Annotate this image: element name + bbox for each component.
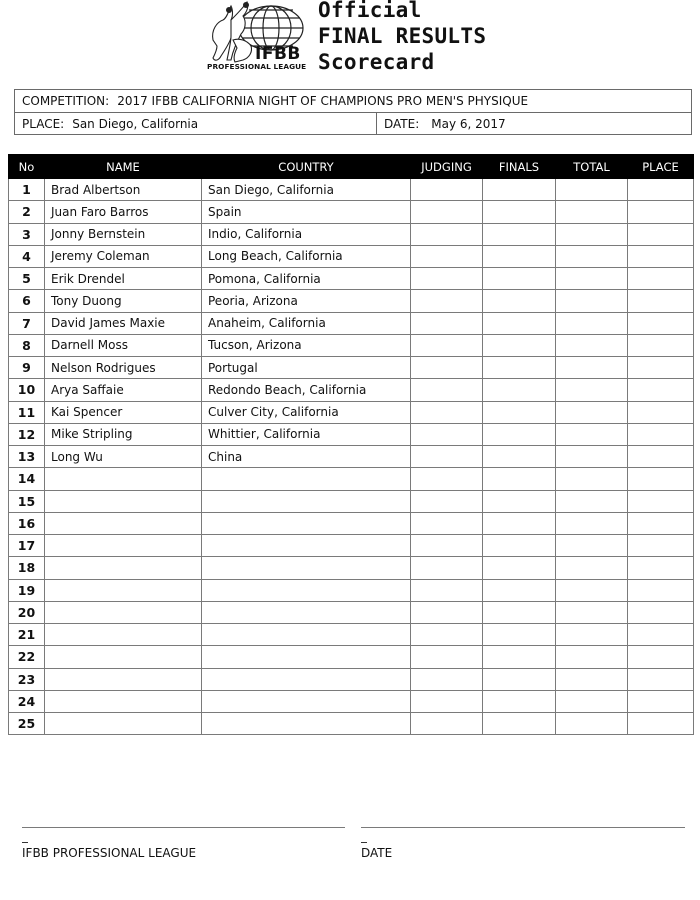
- athlete-name: Brad Albertson: [45, 179, 202, 201]
- place-cell[interactable]: [628, 245, 694, 267]
- judging-score-cell[interactable]: [411, 713, 483, 735]
- total-score-cell[interactable]: [556, 557, 628, 579]
- row-number: 7: [9, 312, 45, 334]
- place-cell[interactable]: [628, 624, 694, 646]
- table-row: [9, 223, 694, 245]
- finals-score-cell[interactable]: [483, 290, 556, 312]
- signature-label-league: IFBB PROFESSIONAL LEAGUE: [22, 846, 197, 860]
- row-number: 16: [9, 512, 45, 534]
- table-header-row: [9, 155, 694, 179]
- table-row: [9, 512, 694, 534]
- athlete-name: Kai Spencer: [45, 401, 202, 423]
- judging-score-cell[interactable]: [411, 334, 483, 356]
- date-value: May 6, 2017: [431, 117, 506, 131]
- judging-score-cell[interactable]: [411, 646, 483, 668]
- row-number: 19: [9, 579, 45, 601]
- athlete-country: China: [202, 446, 411, 468]
- table-row: [9, 245, 694, 267]
- place-label: PLACE:: [22, 117, 65, 131]
- table-row: [9, 601, 694, 623]
- judging-score-cell[interactable]: [411, 379, 483, 401]
- total-score-cell[interactable]: [556, 468, 628, 490]
- finals-score-cell[interactable]: [483, 668, 556, 690]
- place-cell[interactable]: [628, 557, 694, 579]
- row-number: 12: [9, 423, 45, 445]
- competition-row: [15, 90, 691, 113]
- table-row: [9, 490, 694, 512]
- column-header-country: COUNTRY: [202, 155, 411, 179]
- total-score-cell[interactable]: [556, 646, 628, 668]
- judging-score-cell[interactable]: [411, 512, 483, 534]
- total-score-cell[interactable]: [556, 601, 628, 623]
- judging-score-cell[interactable]: [411, 423, 483, 445]
- total-score-cell[interactable]: [556, 579, 628, 601]
- finals-score-cell[interactable]: [483, 201, 556, 223]
- row-number: 25: [9, 713, 45, 735]
- athlete-country: Anaheim, California: [202, 312, 411, 334]
- signature-line-date: [361, 827, 685, 828]
- athlete-country: San Diego, California: [202, 179, 411, 201]
- athlete-name: Mike Stripling: [45, 423, 202, 445]
- athlete-country: Whittier, California: [202, 423, 411, 445]
- finals-score-cell[interactable]: [483, 379, 556, 401]
- judging-score-cell[interactable]: [411, 179, 483, 201]
- judging-score-cell[interactable]: [411, 557, 483, 579]
- judging-score-cell[interactable]: [411, 290, 483, 312]
- athlete-name: Jonny Bernstein: [45, 223, 202, 245]
- table-row: [9, 379, 694, 401]
- column-header-name: NAME: [45, 155, 202, 179]
- table-row: [9, 579, 694, 601]
- row-number: 5: [9, 268, 45, 290]
- row-number: 17: [9, 535, 45, 557]
- table-row: [9, 268, 694, 290]
- place-cell[interactable]: [628, 423, 694, 445]
- place-cell[interactable]: [628, 334, 694, 356]
- signature-label-date: DATE: [361, 846, 393, 860]
- athlete-name: [45, 490, 202, 512]
- athlete-country: Redondo Beach, California: [202, 379, 411, 401]
- finals-score-cell[interactable]: [483, 557, 556, 579]
- athlete-country: [202, 557, 411, 579]
- athlete-name: Jeremy Coleman: [45, 245, 202, 267]
- total-score-cell[interactable]: [556, 624, 628, 646]
- row-number: 8: [9, 334, 45, 356]
- row-number: 21: [9, 624, 45, 646]
- judging-score-cell[interactable]: [411, 245, 483, 267]
- row-number: 1: [9, 179, 45, 201]
- place-cell[interactable]: [628, 512, 694, 534]
- athlete-name: Long Wu: [45, 446, 202, 468]
- total-score-cell[interactable]: [556, 690, 628, 712]
- athlete-name: [45, 535, 202, 557]
- athlete-name: Erik Drendel: [45, 268, 202, 290]
- row-number: 18: [9, 557, 45, 579]
- athlete-country: [202, 468, 411, 490]
- ifbb-logo: [203, 0, 311, 74]
- place-cell[interactable]: [628, 601, 694, 623]
- logo-subtitle: PROFESSIONAL LEAGUE: [207, 62, 307, 71]
- total-score-cell[interactable]: [556, 179, 628, 201]
- athlete-name: [45, 646, 202, 668]
- athlete-country: [202, 646, 411, 668]
- judging-score-cell[interactable]: [411, 624, 483, 646]
- table-row: [9, 401, 694, 423]
- row-number: 22: [9, 646, 45, 668]
- row-number: 6: [9, 290, 45, 312]
- place-cell[interactable]: [628, 379, 694, 401]
- judging-score-cell[interactable]: [411, 668, 483, 690]
- judging-score-cell[interactable]: [411, 223, 483, 245]
- athlete-country: [202, 713, 411, 735]
- results-table: [8, 154, 694, 735]
- finals-score-cell[interactable]: [483, 512, 556, 534]
- athlete-country: Peoria, Arizona: [202, 290, 411, 312]
- place-cell[interactable]: [628, 357, 694, 379]
- finals-score-cell[interactable]: [483, 357, 556, 379]
- judging-score-cell[interactable]: [411, 601, 483, 623]
- place-cell[interactable]: [628, 468, 694, 490]
- column-header-place: PLACE: [628, 155, 694, 179]
- athlete-country: Pomona, California: [202, 268, 411, 290]
- competition-value: 2017 IFBB CALIFORNIA NIGHT OF CHAMPIONS PRO MEN'S PHYSIQUE: [117, 94, 529, 108]
- judging-score-cell[interactable]: [411, 201, 483, 223]
- athlete-country: [202, 690, 411, 712]
- total-score-cell[interactable]: [556, 401, 628, 423]
- total-score-cell[interactable]: [556, 379, 628, 401]
- total-score-cell[interactable]: [556, 312, 628, 334]
- table-row: [9, 290, 694, 312]
- column-header-total: TOTAL: [556, 155, 628, 179]
- judging-score-cell[interactable]: [411, 579, 483, 601]
- row-number: 15: [9, 490, 45, 512]
- finals-score-cell[interactable]: [483, 245, 556, 267]
- athlete-name: [45, 557, 202, 579]
- row-number: 23: [9, 668, 45, 690]
- competition-cell: [15, 90, 691, 112]
- place-cell[interactable]: [628, 690, 694, 712]
- page-header: [0, 0, 700, 76]
- athlete-country: Tucson, Arizona: [202, 334, 411, 356]
- total-score-cell[interactable]: [556, 490, 628, 512]
- place-cell[interactable]: [628, 401, 694, 423]
- signature-tick-date: [361, 842, 367, 843]
- athlete-name: [45, 713, 202, 735]
- place-cell[interactable]: [628, 668, 694, 690]
- athlete-name: [45, 624, 202, 646]
- signature-line-league: [22, 827, 345, 828]
- row-number: 24: [9, 690, 45, 712]
- place-cell[interactable]: [628, 646, 694, 668]
- judging-score-cell[interactable]: [411, 490, 483, 512]
- finals-score-cell[interactable]: [483, 334, 556, 356]
- athlete-name: [45, 468, 202, 490]
- table-row: [9, 446, 694, 468]
- table-row: [9, 624, 694, 646]
- signature-tick-league: [22, 842, 28, 843]
- finals-score-cell[interactable]: [483, 646, 556, 668]
- title-line-scorecard: Scorecard: [318, 50, 435, 74]
- total-score-cell[interactable]: [556, 512, 628, 534]
- place-date-row: [15, 113, 691, 135]
- row-number: 3: [9, 223, 45, 245]
- table-row: [9, 646, 694, 668]
- athlete-country: [202, 601, 411, 623]
- total-score-cell[interactable]: [556, 201, 628, 223]
- judging-score-cell[interactable]: [411, 268, 483, 290]
- athlete-country: Culver City, California: [202, 401, 411, 423]
- athlete-name: [45, 690, 202, 712]
- competition-info-box: [14, 89, 692, 135]
- table-row: [9, 468, 694, 490]
- place-cell[interactable]: [628, 535, 694, 557]
- athlete-country: [202, 535, 411, 557]
- judging-score-cell[interactable]: [411, 401, 483, 423]
- total-score-cell[interactable]: [556, 446, 628, 468]
- row-number: 14: [9, 468, 45, 490]
- finals-score-cell[interactable]: [483, 713, 556, 735]
- table-row: [9, 713, 694, 735]
- table-row: [9, 668, 694, 690]
- athlete-name: [45, 601, 202, 623]
- place-cell[interactable]: [628, 179, 694, 201]
- judging-score-cell[interactable]: [411, 468, 483, 490]
- finals-score-cell[interactable]: [483, 268, 556, 290]
- document-title: [318, 0, 486, 75]
- finals-score-cell[interactable]: [483, 490, 556, 512]
- title-line-official: Official: [318, 0, 422, 22]
- place-cell[interactable]: [628, 713, 694, 735]
- athlete-name: Nelson Rodrigues: [45, 357, 202, 379]
- place-cell[interactable]: [628, 201, 694, 223]
- total-score-cell[interactable]: [556, 535, 628, 557]
- place-cell: [15, 113, 376, 135]
- place-cell[interactable]: [628, 268, 694, 290]
- judging-score-cell[interactable]: [411, 446, 483, 468]
- total-score-cell[interactable]: [556, 290, 628, 312]
- finals-score-cell[interactable]: [483, 179, 556, 201]
- row-number: 9: [9, 357, 45, 379]
- finals-score-cell[interactable]: [483, 535, 556, 557]
- title-line-final-results: FINAL RESULTS: [318, 24, 487, 48]
- table-row: [9, 690, 694, 712]
- total-score-cell[interactable]: [556, 357, 628, 379]
- row-number: 13: [9, 446, 45, 468]
- finals-score-cell[interactable]: [483, 468, 556, 490]
- athlete-country: Portugal: [202, 357, 411, 379]
- place-cell[interactable]: [628, 446, 694, 468]
- place-cell[interactable]: [628, 290, 694, 312]
- judging-score-cell[interactable]: [411, 357, 483, 379]
- place-cell[interactable]: [628, 223, 694, 245]
- date-label: DATE:: [384, 117, 420, 131]
- athlete-country: [202, 512, 411, 534]
- place-value: San Diego, California: [72, 117, 199, 131]
- table-row: [9, 423, 694, 445]
- column-header-finals: FINALS: [483, 155, 556, 179]
- athlete-country: [202, 490, 411, 512]
- finals-score-cell[interactable]: [483, 690, 556, 712]
- total-score-cell[interactable]: [556, 334, 628, 356]
- finals-score-cell[interactable]: [483, 579, 556, 601]
- table-row: [9, 201, 694, 223]
- table-row: [9, 312, 694, 334]
- total-score-cell[interactable]: [556, 245, 628, 267]
- column-header-judging: JUDGING: [411, 155, 483, 179]
- place-cell[interactable]: [628, 579, 694, 601]
- total-score-cell[interactable]: [556, 423, 628, 445]
- total-score-cell[interactable]: [556, 268, 628, 290]
- logo-wordmark: IFBB: [255, 44, 301, 64]
- table-row: [9, 535, 694, 557]
- place-cell[interactable]: [628, 490, 694, 512]
- athlete-name: Juan Faro Barros: [45, 201, 202, 223]
- athlete-country: [202, 624, 411, 646]
- total-score-cell[interactable]: [556, 713, 628, 735]
- finals-score-cell[interactable]: [483, 601, 556, 623]
- athlete-name: Arya Saffaie: [45, 379, 202, 401]
- column-header-no: No: [9, 155, 45, 179]
- finals-score-cell[interactable]: [483, 223, 556, 245]
- judging-score-cell[interactable]: [411, 312, 483, 334]
- judging-score-cell[interactable]: [411, 535, 483, 557]
- place-cell[interactable]: [628, 312, 694, 334]
- table-row: [9, 557, 694, 579]
- athlete-name: [45, 512, 202, 534]
- row-number: 11: [9, 401, 45, 423]
- athlete-name: [45, 668, 202, 690]
- total-score-cell[interactable]: [556, 668, 628, 690]
- athlete-country: [202, 668, 411, 690]
- finals-score-cell[interactable]: [483, 401, 556, 423]
- athlete-name: [45, 579, 202, 601]
- finals-score-cell[interactable]: [483, 312, 556, 334]
- row-number: 4: [9, 245, 45, 267]
- competition-label: COMPETITION:: [22, 94, 110, 108]
- athlete-name: Darnell Moss: [45, 334, 202, 356]
- finals-score-cell[interactable]: [483, 446, 556, 468]
- athlete-country: [202, 579, 411, 601]
- date-cell: [377, 113, 691, 135]
- table-row: [9, 179, 694, 201]
- finals-score-cell[interactable]: [483, 423, 556, 445]
- row-number: 2: [9, 201, 45, 223]
- athlete-name: Tony Duong: [45, 290, 202, 312]
- total-score-cell[interactable]: [556, 223, 628, 245]
- row-number: 20: [9, 601, 45, 623]
- athlete-country: Spain: [202, 201, 411, 223]
- athlete-name: David James Maxie: [45, 312, 202, 334]
- table-row: [9, 357, 694, 379]
- finals-score-cell[interactable]: [483, 624, 556, 646]
- table-row: [9, 334, 694, 356]
- athlete-country: Long Beach, California: [202, 245, 411, 267]
- judging-score-cell[interactable]: [411, 690, 483, 712]
- athlete-country: Indio, California: [202, 223, 411, 245]
- row-number: 10: [9, 379, 45, 401]
- results-body: [9, 179, 694, 735]
